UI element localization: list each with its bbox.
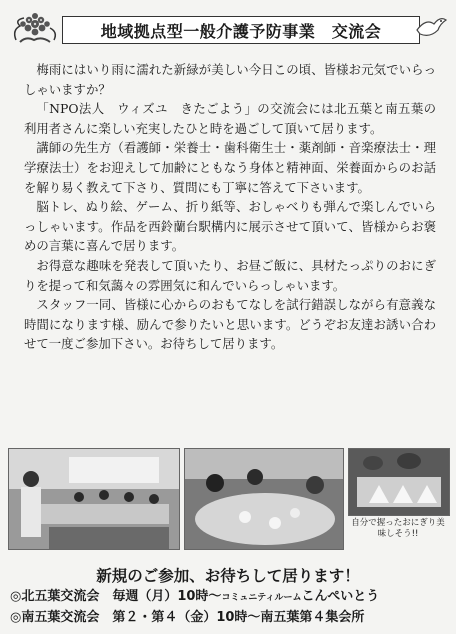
paragraph: 脳トレ、ぬり絵、ゲーム、折り紙等、おしゃべりも弾んで楽しんでいらっしゃいます。作品を西鈴蘭台駅構内に展示させて頂いて、皆様からお褒めの言葉に喜んで居ります。 (24, 199, 436, 254)
schedule-kitagoyo (10, 585, 450, 604)
header (6, 4, 450, 50)
schedule-kitagoyo-room: コミュニティルーム (221, 593, 302, 603)
photo-onigiri (348, 448, 450, 516)
call-to-action: 新規のご参加、お待ちして居ります！ (96, 567, 360, 585)
paragraph: 梅雨にはいり雨に濡れた新緑が美しい今日この頃、皆様お元気でいらっしゃいますか？ (24, 62, 436, 97)
paragraph: 講師の先生方（看護師・栄養士・歯科衛生士・薬剤師・音楽療法士・理学療法士）をお迎えして加齢にともなう身体と精神面、栄養面からのお話を解り易く教えて下さり、質問にも丁寧に答えて下さいます。 (24, 140, 436, 195)
page-title: 地域拠点型一般介護予防事業 交流会 (100, 21, 382, 41)
schedule-kitagoyo-venue: こんぺいとう (301, 589, 380, 604)
photo-meeting-room (8, 448, 180, 550)
title-box (62, 16, 420, 44)
paragraph: お得意な趣味を発表して頂いたり、お昼ご飯に、具材たっぷりのおにぎりを提って和気藹々の雰囲気に和んでいらっしゃいます。 (24, 257, 436, 293)
hydrangea-flower-icon (10, 10, 60, 46)
photo-strip (8, 448, 448, 550)
bird-icon (414, 10, 448, 44)
photo-lunch-table (184, 448, 344, 550)
schedule-minamigoyo: ◎南五葉交流会 第２・第４（金）10時～南五葉第４集会所 (10, 610, 365, 625)
paragraph: スタッフ一同、皆様に心からのおもてなしを試行錯誤しながら有意義な時間になります様、励んで参りたいと思います。どうぞお友達お誘い合わせて一度ご参加下さい。お待ちして居ります。 (24, 297, 436, 352)
paragraph: 「NPO法人 ウィズユ きたごよう」の交流会には北五葉と南五葉の利用者さんに楽しい充実したひと時を過ごして頂いて居ります。 (24, 101, 436, 136)
body-text (24, 60, 436, 354)
photo-caption: 自分で握ったおにぎり美味しそう!! (351, 518, 445, 539)
schedule-kitagoyo-time: ◎北五葉交流会 毎週（月）10時～ (10, 589, 222, 604)
